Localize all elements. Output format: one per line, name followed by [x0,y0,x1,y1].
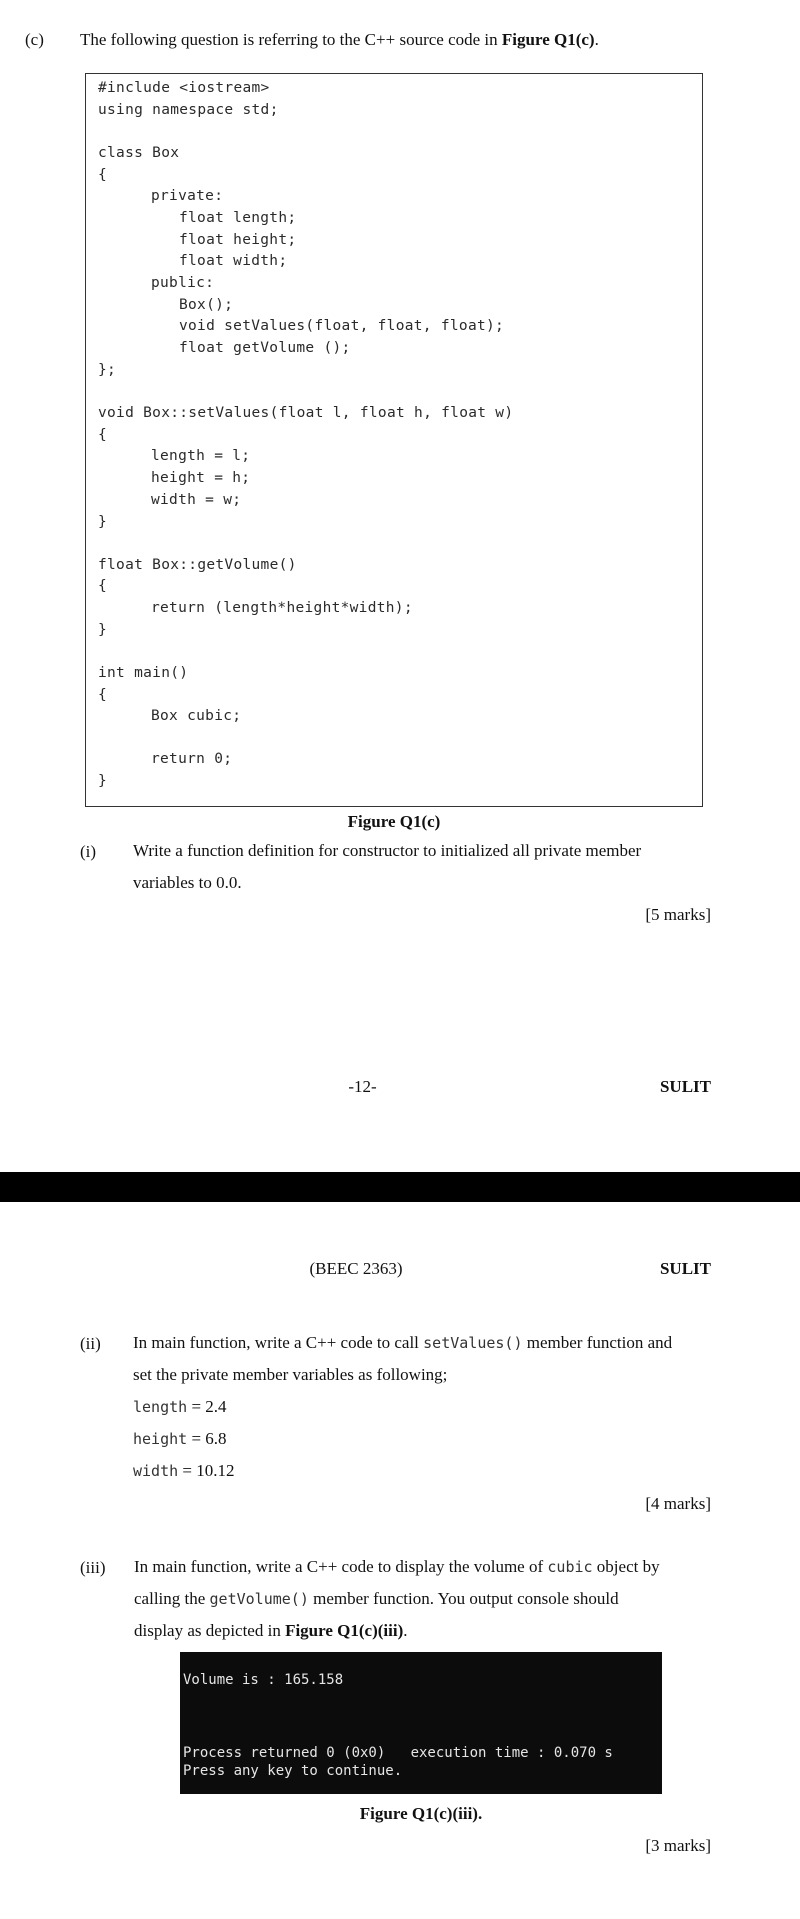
code-token: setValues() [423,1334,523,1352]
assignment-line [133,1455,713,1487]
assignment-value: = 2.4 [187,1397,227,1416]
marks-label: [5 marks] [645,905,711,924]
sulit-label: SULIT [659,1077,711,1096]
marks-label: [3 marks] [645,1836,711,1855]
code-line: { [98,167,108,183]
code-line: public: [151,275,215,291]
code-token: getVolume() [209,1590,309,1608]
question-iii-text-part: member function. You output console should [308,1589,619,1608]
code-line: float length; [179,210,297,226]
console-line: Process returned 0 (0x0) execution time : 0.070 s [183,1745,613,1761]
code-line: float getVolume (); [179,340,351,356]
question-ii-label: (ii) [80,1334,101,1353]
question-ii-text-part: In main function, write a C++ code to call [133,1333,424,1352]
code-line: { [98,578,108,594]
code-line: return (length*height*width); [151,600,413,616]
intro-text: The following question is referring to the C++ source code in [80,30,502,49]
question-iii-text-part: . [403,1621,408,1640]
question-i-text [133,835,711,899]
code-line: } [98,773,108,789]
sulit-label: SULIT [659,1259,711,1278]
question-i-line: variables to 0.0. [133,873,242,892]
question-iii-text-part: calling the [134,1589,210,1608]
code-line: Box cubic; [151,708,242,724]
page-break-divider [0,1172,800,1202]
console-output-window [180,1652,662,1794]
assignment-line [133,1423,713,1455]
question-iii-line [134,1551,714,1583]
code-line: int main() [98,665,189,681]
question-i-line: Write a function definition for constructor to initialized all private member [133,841,642,860]
code-line: #include <iostream> [98,80,270,96]
section-intro [80,30,599,50]
intro-end: . [594,30,599,49]
question-iii-line [134,1615,714,1647]
page-number: -12- [348,1077,377,1096]
code-token: cubic [547,1558,593,1576]
code-line: float height; [179,232,297,248]
code-line: void Box::setValues(float l, float h, float w) [98,405,514,421]
variable-name: width [133,1462,179,1480]
code-line: { [98,687,108,703]
console-line: Volume is : 165.158 [183,1672,344,1688]
section-label: (c) [25,30,44,49]
code-line: return 0; [151,751,233,767]
question-ii-line [133,1327,713,1359]
code-line: using namespace std; [98,102,279,118]
code-line: width = w; [151,492,242,508]
question-iii-text-part: display as depicted in [134,1621,286,1640]
question-ii-text [133,1327,713,1487]
question-i-label: (i) [80,842,97,861]
code-line: class Box [98,145,180,161]
code-line: length = l; [151,448,251,464]
variable-name: height [133,1430,188,1448]
question-iii-line [134,1583,714,1615]
figure-ref: Figure Q1(c)(iii) [285,1621,404,1640]
question-ii-line: set the private member variables as following; [133,1365,448,1384]
assignment-value: = 10.12 [178,1461,235,1480]
question-iii-text-part: In main function, write a C++ code to display the volume of [134,1557,548,1576]
code-line: void setValues(float, float, float); [179,318,505,334]
question-iii-text [134,1551,714,1647]
code-line: } [98,622,108,638]
code-line: height = h; [151,470,251,486]
question-iii-text-part: object by [592,1557,660,1576]
code-line: private: [151,188,224,204]
code-line: }; [98,362,117,378]
code-line: float width; [179,253,288,269]
figure-caption: Figure Q1(c)(iii). [359,1804,483,1823]
code-line: float Box::getVolume() [98,557,297,573]
figure-caption: Figure Q1(c) [347,812,441,831]
assignment-value: = 6.8 [187,1429,227,1448]
code-line: } [98,514,108,530]
code-listing-box [85,73,703,807]
variable-name: length [133,1398,188,1416]
course-code: (BEEC 2363) [309,1259,403,1278]
code-line: Box(); [179,297,234,313]
question-iii-label: (iii) [80,1558,106,1577]
console-line: Press any key to continue. [183,1763,403,1779]
question-ii-text-part: member function and [522,1333,673,1352]
marks-label: [4 marks] [645,1494,711,1513]
assignment-line [133,1391,713,1423]
code-line: { [98,427,108,443]
intro-figure-ref: Figure Q1(c) [501,30,595,49]
